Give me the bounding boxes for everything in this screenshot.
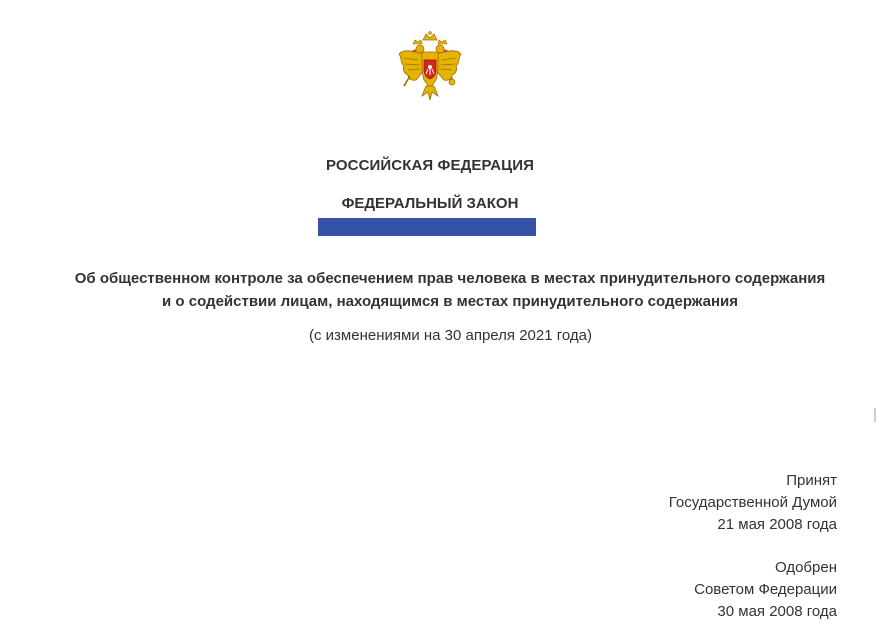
- country-heading: РОССИЙСКАЯ ФЕДЕРАЦИЯ: [325, 157, 534, 174]
- document-type-bar: [318, 218, 536, 236]
- adopted-body: Государственной Думой: [668, 494, 837, 511]
- document-title-line-2: и о содействии лицам, находящимся в местах принудительного содержания: [162, 293, 738, 310]
- approved-label: Одобрен: [775, 559, 837, 576]
- edition-note: (с изменениями на 30 апреля 2021 года): [309, 327, 592, 344]
- adopted-date: 21 мая 2008 года: [717, 516, 837, 533]
- adopted-label: Принят: [786, 472, 837, 489]
- document-title-line-1: Об общественном контроле за обеспечением прав человека в местах принудительного содержания: [74, 270, 826, 287]
- adoption-block-federation-council: [537, 557, 837, 623]
- document-title: [30, 267, 870, 313]
- scrollbar-edge: [874, 408, 876, 422]
- approved-body: Советом Федерации: [694, 581, 837, 598]
- adoption-block-duma: [537, 470, 837, 536]
- document-type-heading: ФЕДЕРАЛЬНЫЙ ЗАКОН: [341, 195, 519, 212]
- russian-coat-of-arms-icon: [396, 30, 464, 104]
- approved-date: 30 мая 2008 года: [717, 603, 837, 620]
